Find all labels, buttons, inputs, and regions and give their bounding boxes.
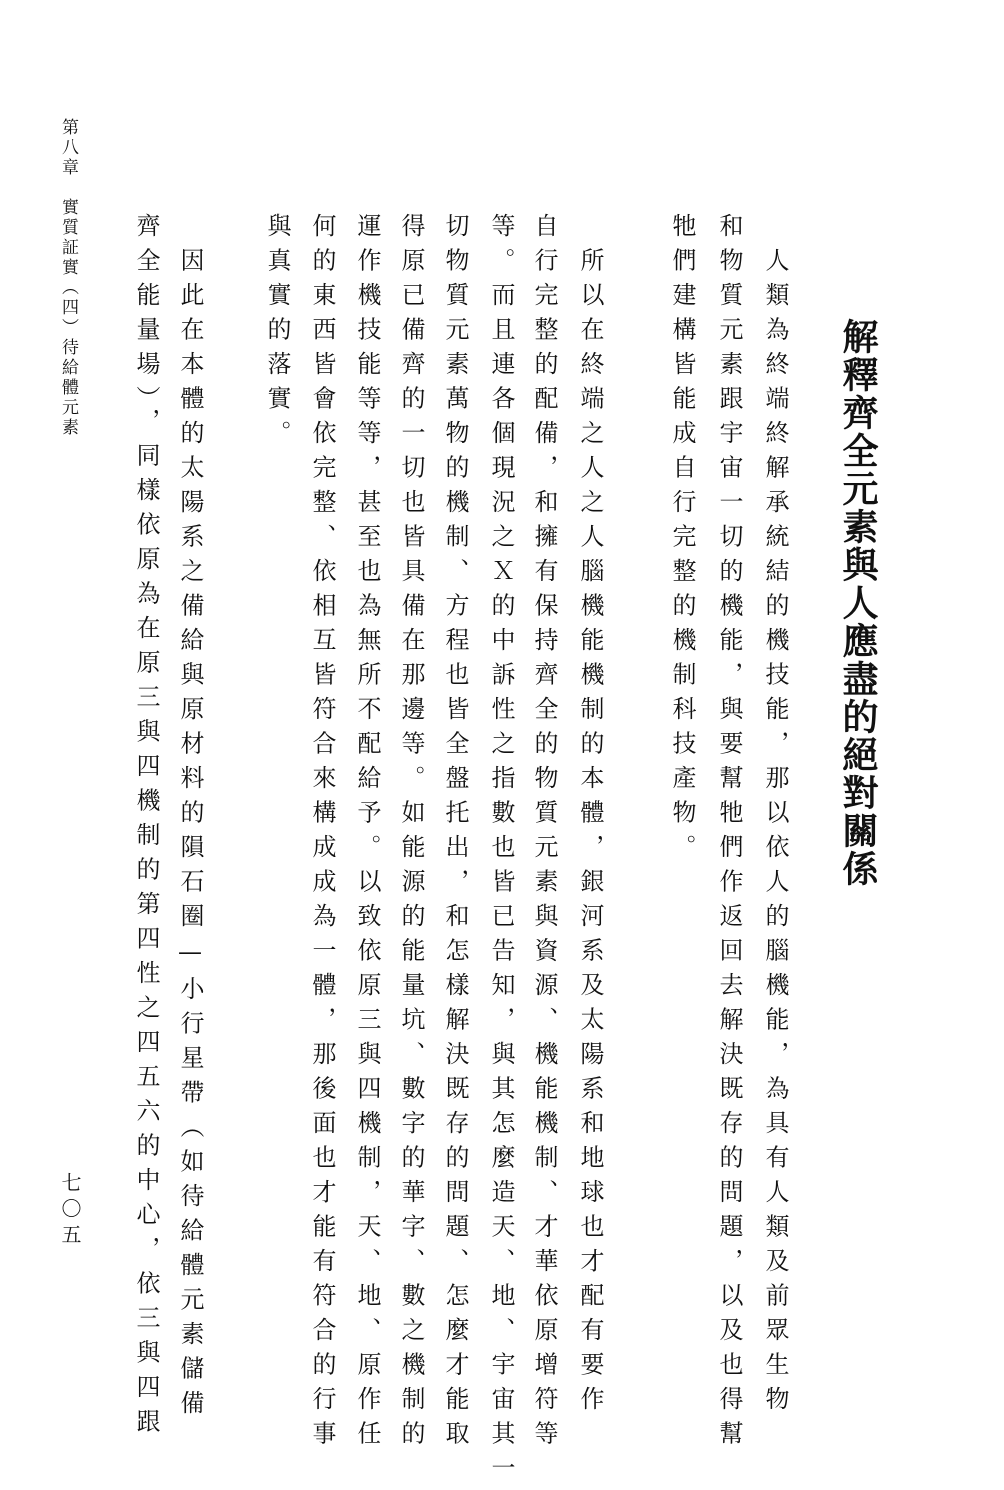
text-column-1: 人類為終端終解承統結的機技能，那以依人的腦機能，為具有人類及前眾生物 bbox=[761, 213, 789, 1421]
text-column-3: 牠們建構皆能成自行完整的機制科技產物。 bbox=[668, 213, 696, 869]
text-column-11: 何的東西皆會依完整、依相互皆符合來構成成為一體，那後面也才能有符合的行事 bbox=[308, 213, 336, 1455]
page-number: 七〇五 bbox=[58, 1172, 82, 1250]
text-column-14: 因此在本體的太陽系之備給與原材料的隕石圈—小行星帶（如待給體元素儲備 bbox=[176, 213, 204, 1425]
chapter-label: 第八章 bbox=[58, 118, 78, 178]
section-title: 實質証實（四）待給體元素 bbox=[58, 198, 78, 438]
text-column-12: 與真實的落實。 bbox=[263, 213, 291, 455]
text-column-15: 齊全能量場），同樣依原為在原三與四機制的第四性之四五六的中心，依三與四跟 bbox=[132, 213, 160, 1443]
header-gap bbox=[58, 178, 78, 198]
text-column-9: 得原已備齊的一切也皆具備在那邊等。如能源的能量坑、數字的華字、數之機制的 bbox=[397, 213, 425, 1455]
running-header bbox=[56, 118, 81, 438]
text-column-2: 和物質元素跟宇宙一切的機能，與要幫牠們作返回去解決既存的問題，以及也得幫 bbox=[715, 213, 743, 1455]
text-column-10: 運作機技能等等，甚至也為無所不配給予。以致依原三與四機制，天、地、原作任 bbox=[353, 213, 381, 1455]
text-column-7: 等。而且連各個現況之Ｘ的中訴性之指數也皆已告知，與其怎麼造天、地、宇宙其一 bbox=[487, 213, 515, 1490]
text-column-8: 切物質元素萬物的機制、方程也皆全盤托出，和怎樣解決既存的問題、怎麼才能取 bbox=[441, 213, 469, 1455]
text-column-5: 所以在終端之人之人腦機能機制的本體，銀河系及太陽系和地球也才配有要作 bbox=[576, 213, 604, 1421]
text-column-6: 自行完整的配備，和擁有保持齊全的物質元素與資源、機能機制、才華依原增符等 bbox=[530, 213, 558, 1455]
page-title: 解釋齊全元素與人應盡的絕對關係 bbox=[837, 318, 879, 888]
